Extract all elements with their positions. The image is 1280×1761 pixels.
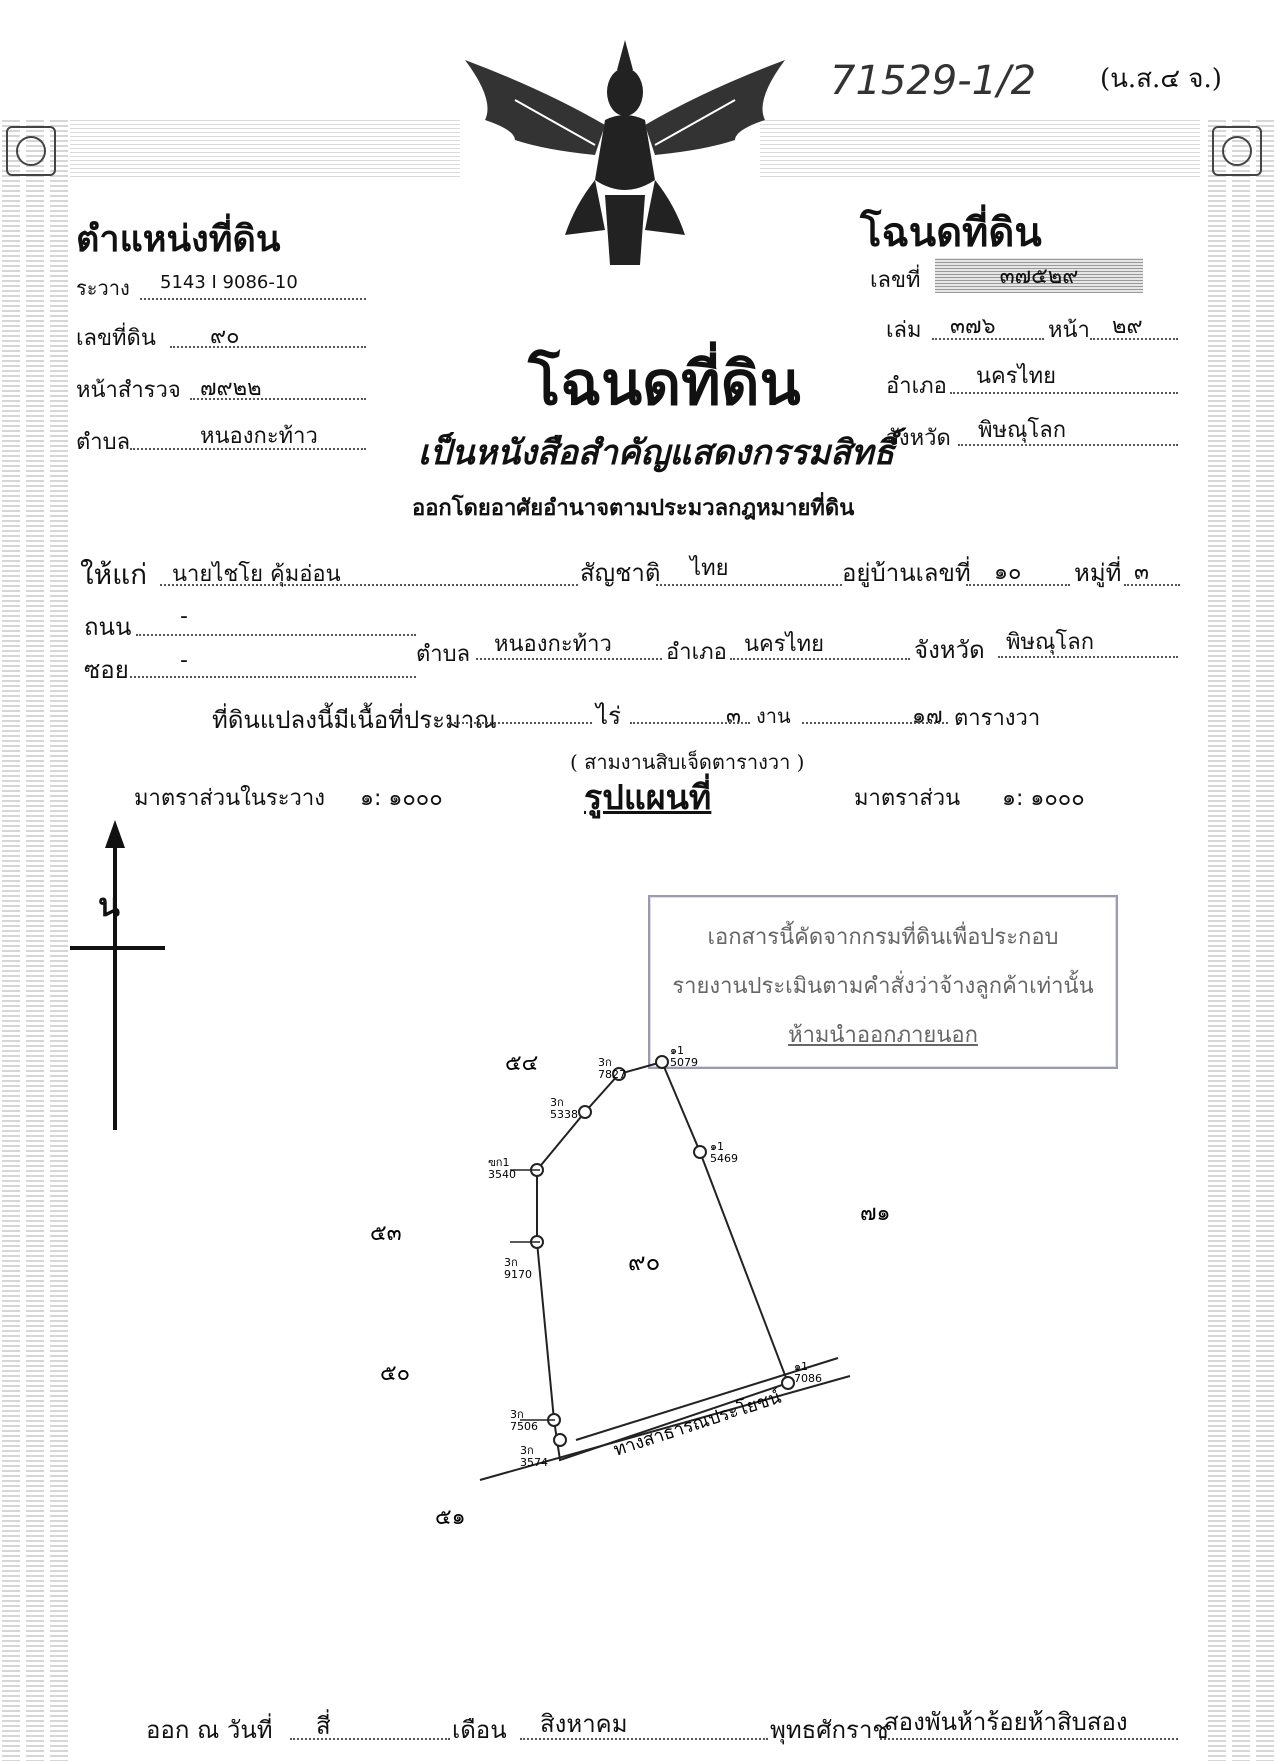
area-rai-line <box>450 722 592 724</box>
parcel-label: เลขที่ดิน <box>76 326 156 351</box>
boundary-marker <box>554 1434 566 1446</box>
right-security-border <box>1208 120 1226 1761</box>
area-ngan-value: ๓ <box>726 704 742 729</box>
parcel-value: ๙๐ <box>210 324 240 349</box>
issued-year-line <box>880 1738 1178 1740</box>
book-label: เล่ม <box>886 318 922 343</box>
page-survey-value: ๗๙๒๒ <box>200 376 262 401</box>
neighbor-50: ๕๐ <box>380 1361 411 1386</box>
owner-subdistrict-label: ตำบล <box>416 642 471 667</box>
deed-province-line <box>958 444 1178 446</box>
neighbor-71: ๗๑ <box>860 1201 891 1226</box>
area-wa-value: ๑๗ <box>912 704 943 729</box>
issued-year-label: พุทธศักราช <box>770 1716 889 1744</box>
owner-name: นายไชโย คุ้มอ่อน <box>172 562 341 587</box>
marker-label: 3ก 5338 <box>550 1096 578 1122</box>
house-no-label: อยู่บ้านเลขที่ <box>842 559 971 587</box>
marker-label: 3ก 7827 <box>598 1056 626 1082</box>
nationality-line <box>656 584 842 586</box>
area-intro: ที่ดินแปลงนี้มีเนื้อที่ประมาณ <box>212 706 497 734</box>
marker-label: 3ก 7506 <box>510 1408 538 1434</box>
boundary-marker <box>656 1056 668 1068</box>
boundary-marker <box>782 1377 794 1389</box>
area-ngan-label: งาน <box>756 704 791 728</box>
authority-line: ออกโดยอาศัยอำนาจตามประมวลกฎหมายที่ดิน <box>412 495 855 521</box>
moo-label: หมู่ที่ <box>1074 559 1122 587</box>
moo-line <box>1124 584 1180 586</box>
main-title: โฉนดที่ดิน <box>528 349 801 419</box>
road-label: ถนน <box>84 613 132 641</box>
survey-value: 5143 I 9086-10 <box>160 272 298 293</box>
location-subdistrict-value: หนองกะท้าว <box>200 424 318 449</box>
issued-label: ออก ณ วันที่ <box>146 1716 273 1744</box>
area-wa-line <box>802 722 948 724</box>
north-label: น <box>98 886 120 924</box>
deed-province-label: จังหวัด <box>886 426 951 451</box>
survey-line <box>140 298 366 300</box>
owner-name-line <box>160 584 578 586</box>
soi-line <box>130 676 416 678</box>
deed-province-value: พิษณุโลก <box>978 418 1067 443</box>
right-security-border-3 <box>1256 120 1274 1761</box>
marker-label: 3ก 3574 <box>520 1444 548 1470</box>
area-words: ( สามงานสิบเจ็ดตารางวา ) <box>570 750 805 774</box>
north-arrow-icon <box>60 820 170 1140</box>
notice-line-1: เอกสารนี้คัดจากกรมที่ดินเพื่อประกอบ <box>707 925 1059 950</box>
marker-label: ๑1 7086 <box>794 1360 822 1386</box>
area-wa-label: ตารางวา <box>954 706 1041 731</box>
deed-number-value: ๓๗๕๒๙ <box>935 258 1143 293</box>
owner-subdistrict-line <box>476 658 662 660</box>
issued-year: สองพันห้าร้อยห้าสิบสอง <box>884 1708 1128 1736</box>
nationality-value: ไทย <box>690 556 729 581</box>
marker-label: 3ก 9170 <box>504 1256 532 1282</box>
handwritten-reference: 71529-1/2 <box>830 58 1037 104</box>
issued-month-label: เดือน <box>452 1716 507 1744</box>
left-security-border <box>2 120 20 1761</box>
issued-day: สี่ <box>316 1712 331 1740</box>
page-survey-line <box>190 398 366 400</box>
road-value: - <box>180 604 188 629</box>
owner-district-label: อำเภอ <box>666 640 727 665</box>
scale-right-label: มาตราส่วน <box>854 786 961 811</box>
area-rai-label: ไร่ <box>596 702 621 730</box>
deed-title: โฉนดที่ดิน <box>860 209 1042 256</box>
boundary-marker <box>694 1146 706 1158</box>
owner-district-value: นครไทย <box>744 632 825 657</box>
scale-left-label: มาตราส่วนในระวาง <box>134 786 325 811</box>
parcel-line <box>170 346 366 348</box>
top-security-band-left <box>70 120 460 180</box>
marker-label: ๑1 5469 <box>710 1140 738 1166</box>
parcel-number: ๙๐ <box>628 1248 661 1276</box>
area-ngan-line <box>630 722 750 724</box>
parcel-plan <box>370 1040 900 1530</box>
house-no-line <box>966 584 1070 586</box>
owner-province-label: จังหวัด <box>914 636 985 664</box>
owner-province-line <box>998 656 1178 658</box>
road-label: ทางสาธารณประโยชน์ <box>611 1386 784 1461</box>
notice-line-2: รายงานประเมินตามคำสั่งว่าจ้างลูกค้าเท่านั้น <box>672 974 1094 999</box>
owner-subdistrict-value: หนองกะท้าว <box>494 632 612 657</box>
top-security-band-right <box>760 120 1200 180</box>
scale-left-value: ๑: ๑๐๐๐ <box>360 786 443 811</box>
deed-district-label: อำเภอ <box>886 374 947 399</box>
page-survey-label: หน้าสำรวจ <box>76 378 181 403</box>
form-code: (น.ส.๔ จ.) <box>1100 64 1222 94</box>
issued-month: สิงหาคม <box>540 1710 628 1738</box>
owner-province-value: พิษณุโลก <box>1006 630 1095 655</box>
location-subdistrict-label: ตำบล <box>76 430 131 455</box>
right-security-border-2 <box>1232 120 1250 1761</box>
road-line <box>136 634 416 636</box>
marker-label: ๑1 5079 <box>670 1044 698 1070</box>
garuda-emblem-icon <box>455 30 795 270</box>
location-subdistrict-line <box>130 448 366 450</box>
book-value: ๓๗๖ <box>950 314 996 339</box>
soi-label: ซอย <box>84 656 129 684</box>
deed-page-value: ๒๙ <box>1112 314 1143 339</box>
plan-title: รูปแผนที่ <box>584 778 712 818</box>
deed-district-value: นครไทย <box>976 364 1057 389</box>
nationality-label: สัญชาติ <box>580 559 661 587</box>
neighbor-51: ๕๑ <box>435 1505 466 1530</box>
neighbor-53: ๕๓ <box>370 1221 402 1246</box>
scale-right-value: ๑: ๑๐๐๐ <box>1002 786 1085 811</box>
boundary-marker <box>579 1106 591 1118</box>
deed-district-line <box>950 392 1178 394</box>
survey-label: ระวาง <box>76 276 130 300</box>
issued-day-line <box>290 1738 450 1740</box>
deed-page-line <box>1090 338 1178 340</box>
house-no-value: ๑๐ <box>994 560 1022 585</box>
book-line <box>932 338 1044 340</box>
notice-line-3: ห้ามนำออกภายนอก <box>788 1023 978 1048</box>
soi-value: - <box>180 648 188 673</box>
owner-to-label: ให้แก่ <box>80 558 148 591</box>
owner-district-line <box>730 658 910 660</box>
marker-label: ฃก1 3540 <box>488 1156 516 1182</box>
left-security-border-2 <box>26 120 44 1761</box>
issued-month-line <box>520 1738 768 1740</box>
deed-number-label: เลขที่ <box>870 268 921 293</box>
subtitle: เป็นหนังสือสำคัญแสดงกรรมสิทธิ์ <box>418 433 895 473</box>
location-title: ตำแหน่งที่ดิน <box>76 218 281 260</box>
seal-icon-left <box>6 126 56 176</box>
neighbor-54: ๕๔ <box>505 1051 539 1076</box>
deed-page-label: หน้า <box>1048 318 1090 343</box>
seal-icon-right <box>1212 126 1262 176</box>
moo-value: ๓ <box>1134 560 1150 585</box>
